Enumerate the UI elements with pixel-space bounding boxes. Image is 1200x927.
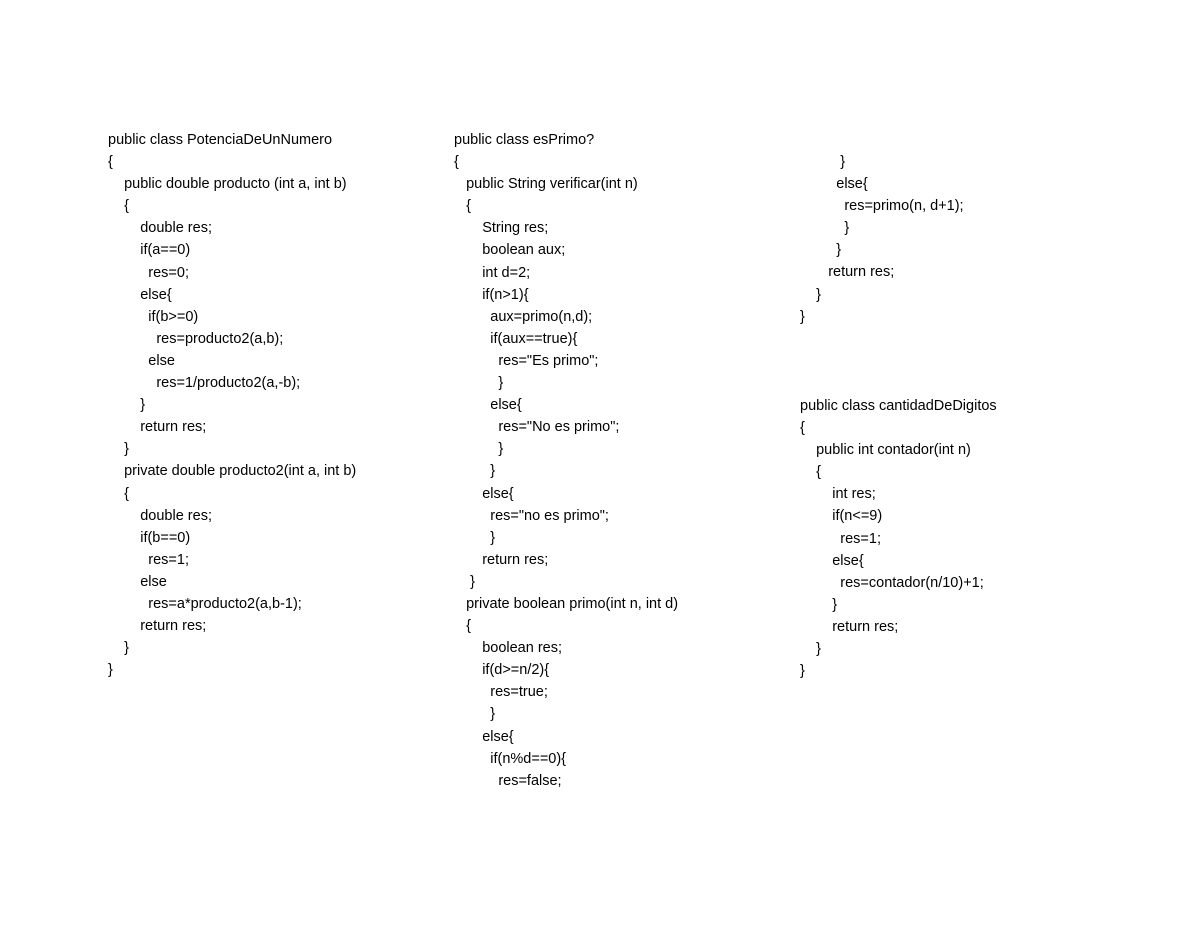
code-line: } xyxy=(108,441,129,458)
code-line: return res; xyxy=(108,618,207,635)
code-line: res=1/producto2(a,-b); xyxy=(108,375,301,392)
code-line: } xyxy=(800,286,821,303)
code-line: public int contador(int n) xyxy=(800,442,971,459)
code-line: else{ xyxy=(454,485,514,502)
code-line: res=producto2(a,b); xyxy=(108,330,284,347)
code-line: public String verificar(int n) xyxy=(454,176,638,193)
code-line: } xyxy=(108,397,146,414)
code-line: public class cantidadDeDigitos xyxy=(800,398,997,414)
code-line: else{ xyxy=(108,286,172,303)
code-line: int d=2; xyxy=(454,264,531,281)
code-line: if(d>=n/2){ xyxy=(454,662,550,679)
code-line: { xyxy=(454,198,471,215)
code-line: res=0; xyxy=(108,264,189,281)
code-line: res=1; xyxy=(800,530,881,547)
code-line: { xyxy=(454,154,459,171)
code-line: { xyxy=(800,464,821,481)
code-line: String res; xyxy=(454,220,549,237)
code-block-es-primo xyxy=(454,129,678,792)
code-line: else{ xyxy=(454,728,514,745)
code-line: if(n>1){ xyxy=(454,286,529,303)
code-line: private boolean primo(int n, int d) xyxy=(454,595,679,612)
code-line: res=a*producto2(a,b-1); xyxy=(108,595,302,612)
code-line: if(n%d==0){ xyxy=(454,750,567,767)
code-line: int res; xyxy=(800,486,876,503)
code-line: } xyxy=(108,662,113,679)
code-line: } xyxy=(800,242,842,259)
code-line: public class PotenciaDeUnNumero xyxy=(108,132,333,148)
code-line: } xyxy=(454,573,475,590)
code-line: res=false; xyxy=(454,772,562,789)
code-line: else xyxy=(108,573,167,590)
code-line: } xyxy=(454,375,504,392)
code-line: } xyxy=(454,529,496,546)
code-line: public double producto (int a, int b) xyxy=(108,176,347,193)
code-line: return res; xyxy=(800,618,899,635)
code-line: res=primo(n, d+1); xyxy=(800,198,964,215)
code-line: } xyxy=(454,441,504,458)
code-line: { xyxy=(800,420,805,437)
code-line: } xyxy=(800,154,846,170)
code-line: res=1; xyxy=(108,551,189,568)
code-line: } xyxy=(454,706,496,723)
code-line: if(a==0) xyxy=(108,242,191,259)
code-line: if(b==0) xyxy=(108,529,191,546)
code-line: if(n<=9) xyxy=(800,508,883,525)
code-line: { xyxy=(108,485,129,502)
code-line: } xyxy=(800,641,821,658)
code-block-potencia-de-un-numero xyxy=(108,129,356,681)
code-line: return res; xyxy=(108,419,207,436)
code-line: if(aux==true){ xyxy=(454,330,578,347)
code-line: } xyxy=(800,596,838,613)
code-line: else{ xyxy=(454,397,522,414)
code-line: aux=primo(n,d); xyxy=(454,308,593,325)
code-line: boolean aux; xyxy=(454,242,566,259)
code-line: } xyxy=(800,220,850,237)
code-line: { xyxy=(108,198,129,215)
code-line: boolean res; xyxy=(454,640,563,657)
code-block-cantidad-de-digitos xyxy=(800,395,997,682)
code-line: res="No es primo"; xyxy=(454,419,620,436)
code-line: private double producto2(int a, int b) xyxy=(108,463,357,480)
code-line: } xyxy=(800,663,805,680)
code-line: else{ xyxy=(800,552,864,569)
code-line: res="no es primo"; xyxy=(454,507,609,524)
code-line: res="Es primo"; xyxy=(454,352,599,369)
code-line: res=true; xyxy=(454,684,548,701)
code-line: else{ xyxy=(800,176,868,193)
code-line: double res; xyxy=(108,220,212,237)
code-line: res=contador(n/10)+1; xyxy=(800,574,984,591)
code-line: else xyxy=(108,352,175,369)
code-line: } xyxy=(108,640,129,657)
code-line: { xyxy=(108,154,113,171)
code-line: } xyxy=(454,463,496,480)
code-line: { xyxy=(454,618,471,635)
code-line: public class esPrimo? xyxy=(454,132,595,148)
code-line: if(b>=0) xyxy=(108,308,199,325)
code-line: return res; xyxy=(800,264,895,281)
code-block-es-primo-continued xyxy=(800,151,964,328)
code-line: } xyxy=(800,308,805,325)
code-line: double res; xyxy=(108,507,212,524)
code-line: return res; xyxy=(454,551,549,568)
